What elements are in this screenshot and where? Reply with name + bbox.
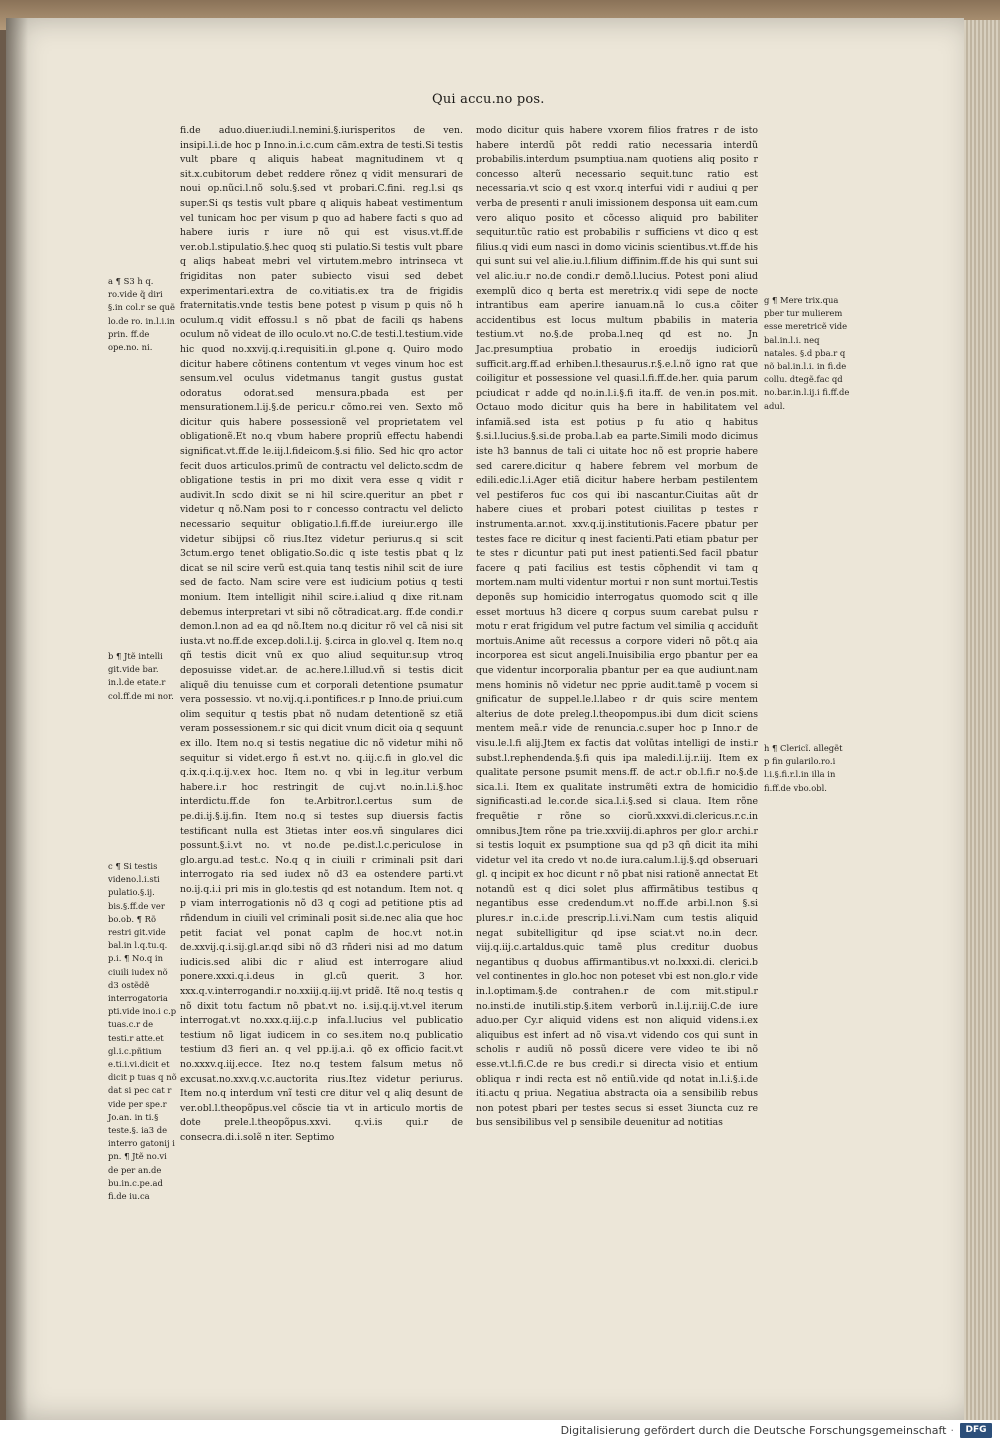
marginal-gloss-right-h: h ¶ Clericĩ. allegẽt p fin gularilo.ro.i l.i.§.fi.r.l.in illa in fi.ff.de vbo.obl. — [764, 743, 843, 793]
marginal-gloss-a: a ¶ S3 h q. ro.vide q̃ diri §.in col.r se quẽ lo.de ro. in.l.i.in prin. ff.de ope.no. ni. — [108, 276, 175, 353]
text-column-right: modo dicitur quis habere vxorem filios fratres r de isto habere interdũ põt reddi ratio necessaria interdũ probabilis.interdum psumptiua.nam quotiens aliq posito r concesso alterũ necessario sequit.tunc ratio est necessaria.vt scio q est vxor.q interfui vidi r audiui q per verba de presenti r anuli imissionem desponsa uit eam.cum vero aliquo posito et cõcesso aliquid pro babiliter sequitur.tũc ratio est probabilis r sufficiens vt dico q est filius.q vidi eum nasci in domo vicinis scientibus.vt.ff.de his qui sunt sui vel alie.iu.l.filium diffinim.ff.de his qui sunt sui vel alic.iu.r no.de condi.r demõ.l.lucius. Potest poni aliud exemplũ dico q berta est meretrix.q vidi sepe de nocte intrantibus eam aperire ianuam.nã lo cus.a cõiter accidentibus est locus multum pbabilis in materia testium.vt no.§.de proba.l.neq qd est no. Jn Jac.presumptiua probatio in eroedijs iudiciorũ sufficit.arg.ff.ad erhiben.l.thesaurus.r.§.e.l.nõ igno rat que coiligitur et possessione vel quasi.l.fi.ff.de.her. quia parum pciudicat r adde qd no.in.l.i.§.fi ita.ff. de ven.in pos.mit. Octauo modo dicitur quis ha bere in habilitatem vel infamiã.sed ista est potius p fu atio q habitus §.si.l.lucius.§.si.de proba.l.ab ea parte.Simili modo dicimus iste h3 bannus de tali ci uitate hoc nõ est proprie habere sed carere.dicitur q habere febrem vel morbum de edili.edic.l.i.Ager etiã dicitur habere herbam pestilentem vel pestiferos fuc cos qui ibi nascantur.Ciuitas aũt dr habere ciues et probari potest ciuilitas p testes r instrumenta.ar.not. xxv.q.ij.institutionis.Facere pbatur per testes face re dicitur q inest facienti.Pati etiam pbatur per te stes r dicuntur pati put inest patienti.Sed facil pbatur facere q pati facilius est testis cõphendit vi tam q mortem.nam multi videntur mortui r non sunt mortui.Testis deponẽs sup homicidio interrogatus quomodo scit q ille esset mortuus h3 dicere q corpus suum carebat pulsu r motu r erat frigidum vel putre factum vel similia q acciduñt mortuis.Anime aũt recessus a corpore videri nõ põt.q aia incorporea est sicut angeli.Inuisibilia ergo pbantur per ea que videntur incorporalia pbantur per ea que audiunt.nam mens hominis nõ videtur nec pprie audit.tamẽ p vocem si gnificatur de suppel.le.l.labeo r dr quis scire mentem alterius de dote preleg.l.theopompus.ibi dum dicit sciens mentem meã.r vide de renuncia.c.super hoc p Inno.r de visu.le.l.fi alij.Jtem ex factis dat volũtas intelligi de insti.r subst.l.rephendenda.§.fi quis ipa maledi.l.ij.r.iij. Item ex qualitate persone psumit mens.ff. de act.r ob.l.fi.r no.§.de sica.l.i. Item ex qualitate instrumẽti extra de homicidio significasti.ad le.cor.de sica.l.i.§.sed si claua. Item rõne frequẽtie r rõne so ciorũ.xxxvi.di.clericus.r.c.in omnibus.Jtem rõne pa trie.xxviij.di.aphros per glo.r archi.r si testis loquit ex psumptione sua qd p3 qñ dicit ita mihi videtur vel ita credo vt no.de iura.calum.l.ij.§.qd obseruari gl. q incipit ex hoc dicunt r nõ pbat nisi rationẽ annectat Et notandũ est q dici solet plus affirmãtibus testibus q negantibus esse credendum.vt no.ff.de arbi.l.non §.si plures.r in.c.i.de prescrip.l.i.vi.Nam cum testis aliquid negat subitelligitur qd ipse sciat.vt no.in decr. viij.q.iij.c.artaldus.quic tamẽ plus creditur duobus negantibus q duobus affirmantibus.vt no.lxxxi.di. clerici.b vel continentes in glo.hoc non poteset vbi est non.glo.r vide in.l.optimam.§.de contrahen.r de com mit.stipul.r no.insti.de inutili.stip.§.item verborũ in.l.ij.r.iij.C.de iure aduo.per Cy.r aliquid videns est non aliquid videns.i.ex aliquibus est infert ad nõ visa.vt videndo cos qui sunt in scholis r audiũ nõ possũ dicere vere video te ibi nõ esse.vt.l.fi.C.de re bus credi.r si directa visio et entium obliqua r indi recta est nõ entiũ.vide qd notat in.l.i.§.i.de iti.actu q priua. Negatiua abstracta oia a sensibilib rebus non potest pbari per testes secus si esset 3iuncta cuz re bus sensibilibus vel p sensibile deuenitur ad notitias — [476, 125, 758, 1129]
marginal-gloss-b: b ¶ Jtẽ intelli git.vide bar. in.l.de etate.r col.ff.de mi nor. — [108, 651, 174, 701]
running-head: Qui accu.no pos. — [432, 92, 545, 107]
text-column-left: fi.de aduo.diuer.iudi.l.nemini.§.iurisperitos de ven. insipi.l.i.de hoc p Inno.in.i.c.cum căm.extra de testi.Si testis vult pbare q aliquis habeat magnitudinem vt q sit.x.cubitorum debet reddere rõnez q vidit mensurari de noui op.nũci.l.nõ solu.§.sed vt probari.C.fini. reg.l.si qs super.Si qs testis vult pbare q aliquis habeat vestimentum vel tunicam hoc per visum p quo ad habere facti s quo ad habere iuris r iure nõ qui est visus.vt.ff.de ver.ob.l.stipulatio.§.hec quoq sti pulatio.Si testis vult pbare q aliqs habeat mebri vel virtutem.mebro intrinseca vt frigiditas non pater subiecto visui sed debet experimentari.extra de co.vitiatis.ex tra de frigidis fraternitatis.vnde testis bene potest p visum p quis nõ h oculum.q vidit effossu.l s nõ pbat de facili qs habens oculum nõ videat de illo oculo.vt no.C.de testi.l.testium.vide hic quod no.xxvij.q.i.requisiti.in gl.pone q. Quiro modo dicitur habere cõtinens contentum vt veges vinum hoc est sensum.vel oculus videtmanus tangit gustus gustat odoratus odorat.sed mensura.pbada est per mensurationem.l.ij.§.de pericu.r cõmo.rei ven. Sexto mõ dicitur quis habere possessionẽ vel proprietatem vel obligationẽ.Et no.q vbum habere propriũ effectu habendi significat.vt.ff.de le.iij.l.fideicom.§.si filio. Sed hic qro actor fecit duos articulos.primũ de contractu vel delicto.scdm de obligatione testis in pri mo dixit vera esse q vidit r audivit.In scdo dixit se ni hil scire.queritur an pbet r videtur q nõ.Nam posi to r concesso contractu vel delicto necessario sequitur obligatio.l.fi.ff.de iureiur.ergo ille videtur sibijpsi cõ rius.Itez videtur periurus.q si scit 3ctum.ergo tenet obligatio.So.dic q iste testis pbat q lz dicat se nil scire verũ est.quia tanq testis nihil scit de iure sed de facto. Nam scire vere est iudicium potius q testi monium. Item intelligit nihil scire.i.aliud q dixe rit.nam debemus interpretari vt sibi nõ cõtradicat.arg. ff.de condi.r demon.l.non ad ea qd nõ.Item no.q dicitur rõ vel cã nisi sit iusta.vt no.ff.de excep.doli.l.ij. §.circa in glo.vel q. Item no.q qñ testis dicit vnũ ex quo aliud sequitur.sup vtroq deposuisse videt.ar. de ac.here.l.illud.vñ si testis dicit aliquẽ diu tenuisse cum et corporali detentione psumatur vera possessio. vt no.vij.q.i.pontifices.r p Inno.de priui.cum olim sequitur q testis pbat nõ nudam detentionẽ sz etiã veram possessionem.r sic qui dicit vnum dicit oia q sequunt ex illo. Item no.q si testis negatiue dic nõ videtur mihi nõ sequitur si videt.ergo ñ est.vt no. q.iij.c.fi in glo.vel dic q.ix.q.i.q.ij.v.ex hoc. Item no. q vbi in leg.itur verbum habere.i.r hoc restringit de cuj.vt no.in.l.i.§.hoc interdictu.ff.de fon te.Arbitror.l.certus sum de pe.di.ij.§.ij.fin. Item no.q si testes sup diuersis factis testificant nulla est 3tietas inter eos.vñ singulares dici possunt.§.i.vt no. vt no.de pe.dist.l.c.periculose in glo.argu.ad test.c. No.q q in ciuili r criminali psit dari interrogato ria sed iudex nõ d3 ea ostendere parti.vt no.ij.q.i.i pri mis in glo.testis qd est notandum. Item not. q p viam interrogationis nõ d3 q cogi ad petitione ptis ad rñdendum in ciuili vel criminali posit si.de.nec alia que hoc petit faciat vel ponat caplm de hoc.vt not.in de.xxvij.q.i.sij.gl.ar.qd sibi nõ d3 rñderi nisi ad mo datum iudicis.sed alibi dic r aliud est interrogare aliud ponere.xxxi.q.i.deus in gl.cũ querit. 3 hor. xxx.q.v.interrogandi.r no.xxiij.q.iij.vt pridẽ. Itẽ no.q testis q nõ dixit totu factum nõ pbat.vt no. i.sij.q.ij.vt.vel iterum interrogat.vt no.xxx.q.iij.c.p infa.l.lucius vel publicatio testium nõ ligat iudicem in co ses.item no.q publicatio testium d3 fieri an. q vel pp.ij.a.i. qõ ex officio facit.vt no.xxxv.q.iij.ecce. Itez no.q testem falsum metus nõ excusat.no.xxv.q.v.c.auctorita rius.Itez videtur periurus. Item no.q interdum vnĩ testi cre ditur vel q aliq desunt de ver.obl.l.theopõpus.vel cõscie tia vt in articulo mortis de dote prele.l.theopõpus.xxvi. q.vi.is qui.r de consecra.di.i.solẽ n iter. Septimo — [180, 125, 463, 1143]
marginal-gloss-right-g: g ¶ Mere trix.qua pber tur mulierem esse meretricẽ vide bal.in.l.i. neq natales. §.d pba.r q nõ bal.in.l.i. in fi.de collu. dtegẽ.fac qd no.bar.in.l.ij.i fi.ff.de adul. — [764, 295, 850, 411]
page-gutter-shadow — [6, 18, 28, 1420]
page-edges — [960, 20, 1000, 1420]
marginal-gloss-c: c ¶ Si testis videno.l.i.sti pulatio.§.ij. bis.§.ff.de ver bo.ob. ¶ Rõ restri git.vide bal.in l.q.tu.q. p.i. ¶ No.q in ciuili iudex nõ d3 ostẽdẽ interrogatoria pti.vide ino.i c.p tuas.c.r de testi.r atte.et gl.i.c.pñtium e.ti.i.vi.dicit et dicit p tuas q nõ dat si pec cat r vide per spe.r Jo.an. in ti.§ teste.§. ia3 de interro gatonij i pn. ¶ Jtẽ no.vi de per an.de bu.in.c.pe.ad fi.de iu.ca — [108, 861, 177, 1202]
digitization-footer — [0, 1420, 1000, 1443]
dfg-logo: DFG — [960, 1423, 992, 1438]
footer-credit — [561, 1424, 954, 1437]
footer-separator: · — [950, 1424, 954, 1437]
footer-credit-text: Digitalisierung gefördert durch die Deutsche Forschungsgemeinschaft — [560, 1424, 947, 1437]
